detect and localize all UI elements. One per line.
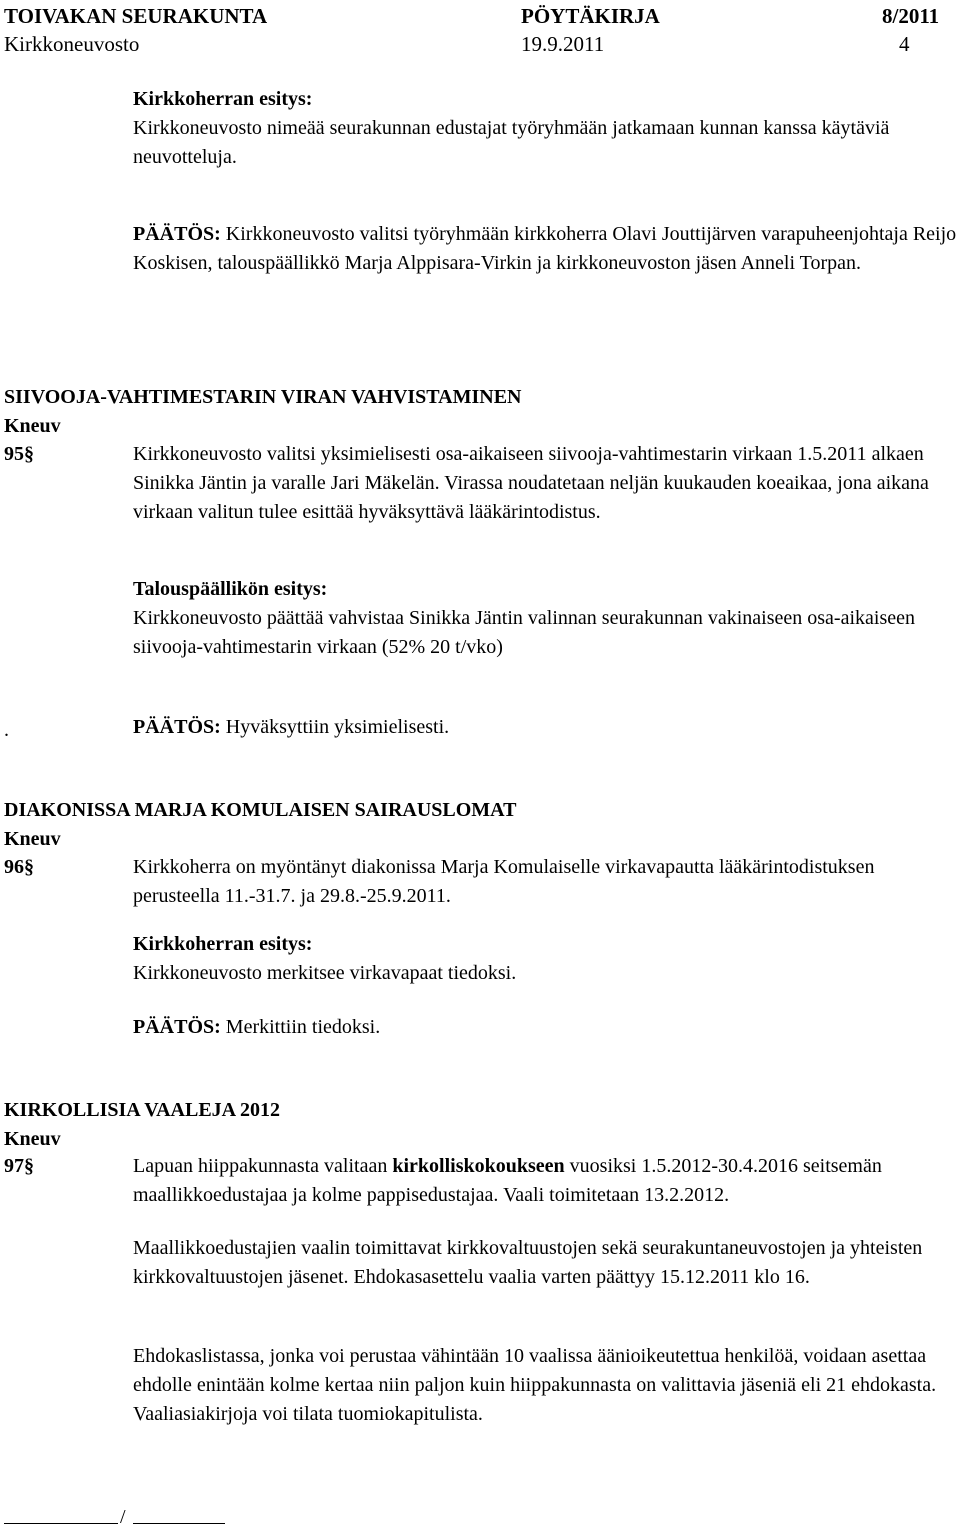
decision-text: Kirkkoneuvosto valitsi työryhmään kirkkoherra Olavi Jouttijärven varapuheenjohtaja Reijo Koskisen, talouspäällikkö Marja Alppisara-Virkin ja kirkkoneuvoston jäsen Anneli Torpan. <box>133 223 957 274</box>
signature-line-right <box>133 1523 225 1524</box>
stray-dot: . <box>4 719 9 741</box>
section-97-number <box>4 1152 34 1181</box>
section-97-paragraph-3: Ehdokaslistassa, jonka voi perustaa vähintään 10 vaalissa äänioikeutettua henkilöä, voidaan asettaa ehdolle enintään kolme kertaa niin paljon kuin hiippakunnasta on valittavia jäseniä eli 21 ehdokasta. Vaaliasiakirjoja voi tilata tuomiokapitulista. <box>133 1345 937 1425</box>
decision-text: Hyväksyttiin yksimielisesti. <box>225 716 450 738</box>
signature-line-left <box>4 1523 118 1524</box>
decision-text: Merkittiin tiedoksi. <box>225 1016 381 1038</box>
organization-name: TOIVAKAN SEURAKUNTA <box>4 4 268 28</box>
section-95-proposal-label: Talouspäällikön esitys: <box>133 578 328 600</box>
section-96-proposal-text: Kirkkoneuvosto merkitsee virkavapaat tiedoksi. <box>133 962 517 984</box>
intro-proposal-label: Kirkkoherran esitys: <box>133 88 313 110</box>
paragraph-sign-icon: § <box>24 856 34 878</box>
page-number: 4 <box>899 32 910 56</box>
decision-label: PÄÄTÖS: <box>133 716 221 738</box>
document-number: 8/2011 <box>882 4 940 28</box>
paragraph-sign-icon: § <box>24 443 34 465</box>
section-97-paragraph-1 <box>133 1152 958 1210</box>
section-96-proposal-label: Kirkkoherran esitys: <box>133 933 313 955</box>
section-number: 95 <box>4 443 24 465</box>
section-96-number <box>4 853 34 882</box>
decision-label: PÄÄTÖS: <box>133 223 221 245</box>
section-95-text: Kirkkoneuvosto valitsi yksimielisesti osa-aikaiseen siivooja-vahtimestarin virkaan 1.5.2011 alkaen Sinikka Jäntin ja varalle Jari Mäkelän. Virassa noudatetaan neljän kuukauden koeaikaa, jona aikana virkaan valitun tulee esittää hyväksyttävä lääkärintodistus. <box>133 443 929 523</box>
section-97-paragraph-2: Maallikkoedustajien vaalin toimittavat kirkkovaltuustojen sekä seurakuntaneuvostojen ja yhteisten kirkkovaltuustojen jäsenet. Ehdokasasettelu vaalia varten päättyy 15.12.2011 klo 16. <box>133 1237 923 1288</box>
section-95-number <box>4 440 34 469</box>
section-97-tag: Kneuv <box>4 1128 61 1150</box>
section-96-text: Kirkkoherra on myöntänyt diakonissa Marja Komulaiselle virkavapautta lääkärintodistuksen perusteella 11.-31.7. ja 29.8.-25.9.2011. <box>133 856 875 907</box>
meeting-date: 19.9.2011 <box>521 32 605 56</box>
section-96-decision <box>133 1013 958 1042</box>
section-number: 96 <box>4 856 24 878</box>
section-95-title: SIIVOOJA-VAHTIMESTARIN VIRAN VAHVISTAMINEN <box>4 386 522 408</box>
section-96-title: DIAKONISSA MARJA KOMULAISEN SAIRAUSLOMAT <box>4 799 517 821</box>
text-run: Lapuan hiippakunnasta valitaan <box>133 1155 393 1177</box>
section-number: 97 <box>4 1155 24 1177</box>
section-97-title: KIRKOLLISIA VAALEJA 2012 <box>4 1099 281 1121</box>
text-run: vuosiksi 1.5.2012-30.4.2016 seitsemän maallikkoedustajaa ja kolme pappisedustajaa. Vaali toimitetaan 13.2.2012. <box>133 1155 882 1206</box>
paragraph-sign-icon: § <box>24 1155 34 1177</box>
section-95-proposal-text: Kirkkoneuvosto päättää vahvistaa Sinikka Jäntin valinnan seurakunnan vakinaiseen osa-aikaiseen siivooja-vahtimestarin virkaan (52% 20 t/vko) <box>133 607 915 658</box>
bold-term: kirkolliskokoukseen <box>392 1155 565 1177</box>
intro-decision <box>133 220 958 278</box>
intro-proposal-text: Kirkkoneuvosto nimeää seurakunnan edustajat työryhmään jatkamaan kunnan kanssa käytäviä neuvotteluja. <box>133 117 890 168</box>
section-95-tag: Kneuv <box>4 415 61 437</box>
meeting-body: Kirkkoneuvosto <box>4 32 140 56</box>
section-96-tag: Kneuv <box>4 828 61 850</box>
section-95-decision <box>133 713 958 742</box>
signature-separator: / <box>120 1506 126 1528</box>
document-type: PÖYTÄKIRJA <box>521 4 660 28</box>
decision-label: PÄÄTÖS: <box>133 1016 221 1038</box>
